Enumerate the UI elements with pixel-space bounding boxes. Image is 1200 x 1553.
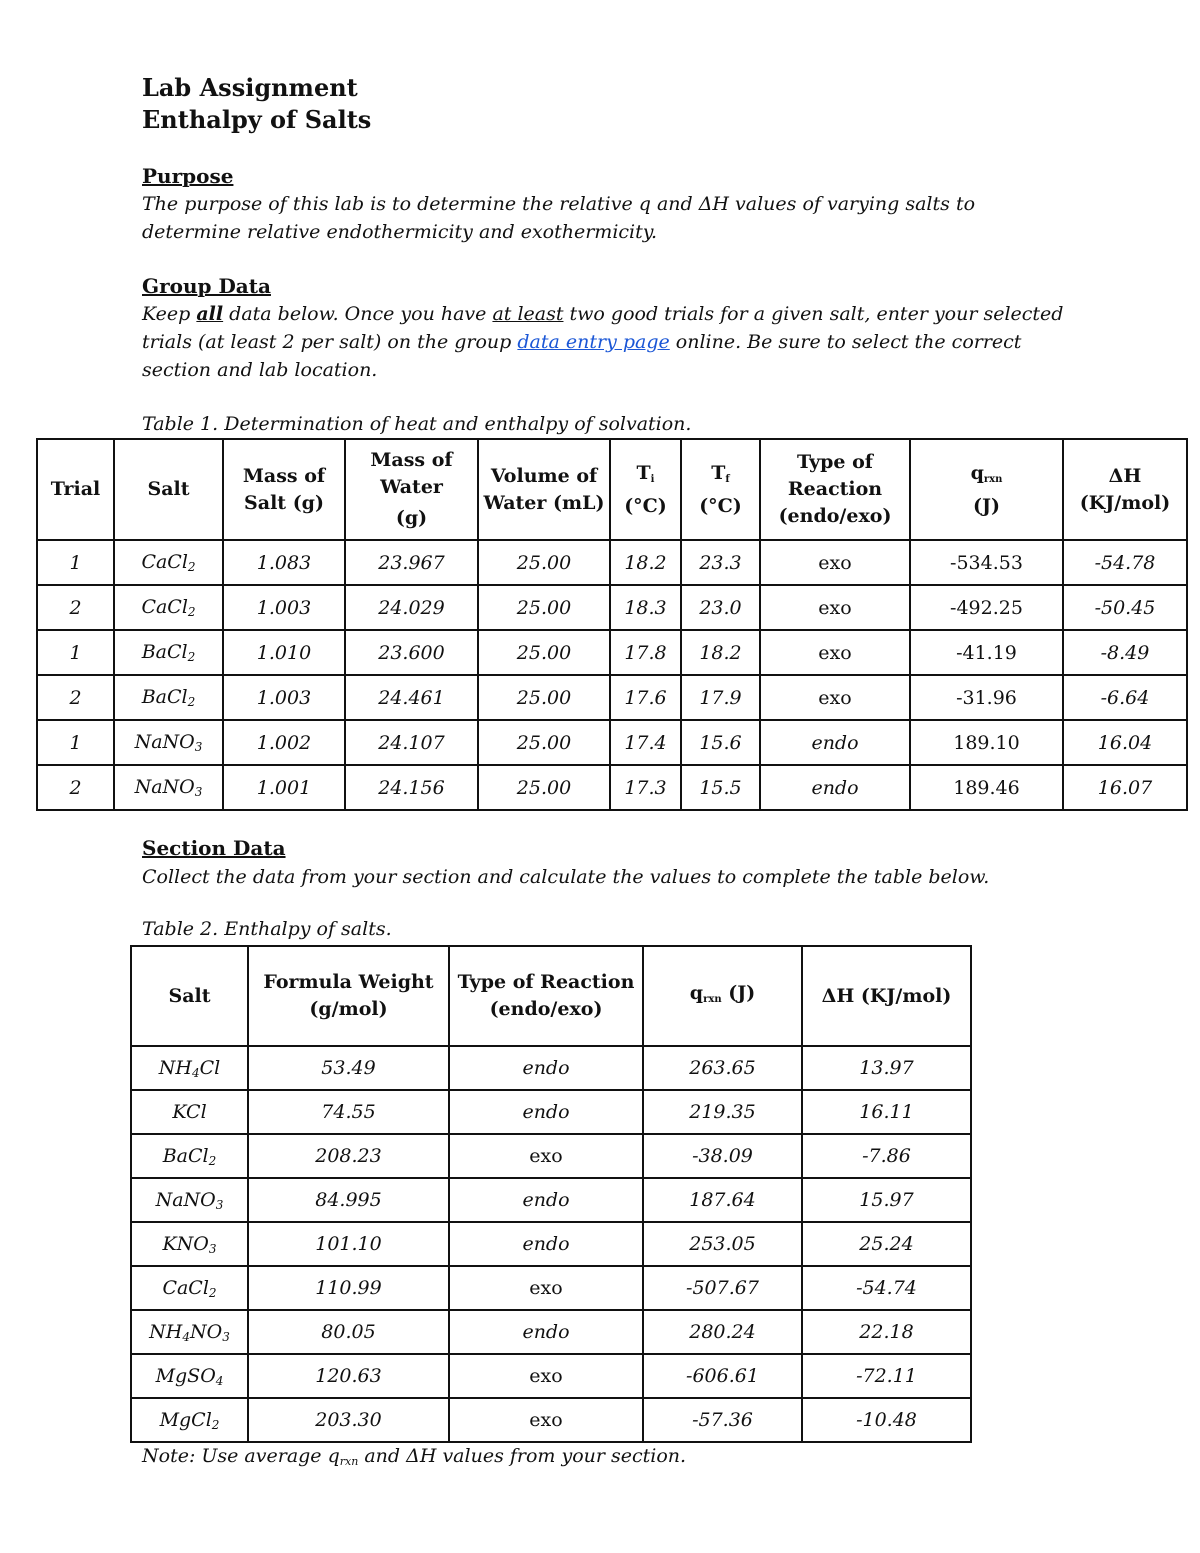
table2-row (131, 1398, 971, 1442)
t1-cell-salt (114, 765, 223, 810)
t1-header-mass-water-label: Mass of Water (370, 449, 453, 498)
t1-salt-formula: BaCl (141, 641, 188, 663)
table2-row (131, 1266, 971, 1310)
table1-row (37, 585, 1187, 630)
t2-cell-q: 263.65 (643, 1046, 802, 1090)
table1-row (37, 765, 1187, 810)
t2-cell-salt (131, 1398, 248, 1442)
t2-q-unit: (J) (721, 981, 756, 1004)
t1-cell-trial: 2 (37, 585, 114, 630)
t1-cell-type: exo (760, 675, 910, 720)
section-data-heading: Section Data (142, 836, 286, 860)
t2-header-dh: ΔH (KJ/mol) (802, 946, 971, 1046)
t2-cell-dh: -7.86 (802, 1134, 971, 1178)
t1-cell-ti: 17.4 (610, 720, 681, 765)
t1-q-sub: rxn (983, 473, 1003, 485)
table1-header-row (37, 439, 1187, 540)
t1-cell-trial: 2 (37, 765, 114, 810)
t1-cell-mass-water: 23.600 (345, 630, 478, 675)
t2-salt-part-a: BaCl (162, 1144, 209, 1167)
t2-salt-part-a: NaNO (155, 1188, 216, 1211)
t2-cell-fw: 101.10 (248, 1222, 449, 1266)
t1-cell-volume: 25.00 (478, 675, 610, 720)
t2-salt-part-b: Cl (199, 1056, 221, 1079)
t1-cell-ti: 18.3 (610, 585, 681, 630)
t2-salt-sub-1: 4 (182, 1329, 190, 1344)
table1 (36, 438, 1188, 811)
t2-salt-sub-1: 4 (215, 1373, 224, 1388)
t2-cell-type: endo (449, 1046, 643, 1090)
table2-row (131, 1354, 971, 1398)
t1-tf-unit: (°C) (699, 494, 742, 517)
t2-q-main: q (689, 981, 704, 1004)
t1-header-trial: Trial (37, 439, 114, 540)
t1-cell-tf: 18.2 (681, 630, 760, 675)
table2-row (131, 1134, 971, 1178)
t2-cell-salt (131, 1310, 248, 1354)
t1-cell-tf: 23.0 (681, 585, 760, 630)
t1-cell-mass-salt: 1.003 (223, 675, 345, 720)
t2-salt-part-a: MgSO (155, 1364, 216, 1387)
t1-cell-trial: 2 (37, 675, 114, 720)
t2-cell-fw: 80.05 (248, 1310, 449, 1354)
t1-cell-tf: 17.9 (681, 675, 760, 720)
t1-salt-subscript: 2 (187, 695, 196, 709)
t1-salt-subscript: 2 (187, 650, 196, 664)
t2-cell-dh: 15.97 (802, 1178, 971, 1222)
t2-cell-fw: 203.30 (248, 1398, 449, 1442)
t1-header-q (910, 439, 1063, 540)
t1-cell-q: -534.53 (910, 540, 1063, 585)
t1-cell-ti: 17.3 (610, 765, 681, 810)
t1-cell-tf: 15.5 (681, 765, 760, 810)
t1-cell-dh: -50.45 (1063, 585, 1187, 630)
t1-cell-salt (114, 675, 223, 720)
t2-header-q (643, 946, 802, 1046)
t2-header-fw: Formula Weight (g/mol) (248, 946, 449, 1046)
t1-cell-type: exo (760, 630, 910, 675)
t2-cell-q: 280.24 (643, 1310, 802, 1354)
t2-cell-fw: 120.63 (248, 1354, 449, 1398)
group-text-part4: online. Be sure to select the correct section and lab location. (142, 331, 1022, 381)
t1-salt-subscript: 2 (187, 605, 196, 619)
t2-cell-q: 187.64 (643, 1178, 802, 1222)
t2-cell-q: -606.61 (643, 1354, 802, 1398)
t1-salt-formula: NaNO (134, 731, 195, 753)
doc-title: Lab Assignment (142, 73, 358, 102)
t1-cell-type: endo (760, 765, 910, 810)
t2-salt-part-b: NO (190, 1320, 223, 1343)
table2-row (131, 1046, 971, 1090)
table1-row (37, 675, 1187, 720)
purpose-text: The purpose of this lab is to determine the relative q and ΔH values of varying salts to determine relative endothermicity and exothermicity. (142, 193, 976, 243)
t2-salt-part-a: NH (149, 1320, 183, 1343)
t2-cell-dh: 25.24 (802, 1222, 971, 1266)
t1-cell-volume: 25.00 (478, 630, 610, 675)
table1-row (37, 540, 1187, 585)
t1-cell-trial: 1 (37, 630, 114, 675)
t1-ti-sub: i (650, 473, 655, 485)
t1-header-tf (681, 439, 760, 540)
t1-cell-mass-salt: 1.002 (223, 720, 345, 765)
t1-cell-mass-salt: 1.083 (223, 540, 345, 585)
t2-cell-salt (131, 1134, 248, 1178)
doc-subtitle: Enthalpy of Salts (142, 105, 372, 134)
t2-cell-type: endo (449, 1310, 643, 1354)
t1-cell-tf: 15.6 (681, 720, 760, 765)
note-part2: and ΔH values from your section. (358, 1445, 687, 1467)
group-text-part3: two good trials for a given salt, enter your selected trials (at least 2 per salt) on the group (142, 303, 1064, 353)
t2-cell-dh: 22.18 (802, 1310, 971, 1354)
t2-header-type: Type of Reaction (endo/exo) (449, 946, 643, 1046)
t1-cell-mass-water: 24.461 (345, 675, 478, 720)
t2-cell-salt (131, 1354, 248, 1398)
t2-cell-fw: 53.49 (248, 1046, 449, 1090)
t1-q-main: q (970, 461, 984, 484)
group-text-part2: data below. Once you have (223, 303, 493, 325)
t1-cell-volume: 25.00 (478, 765, 610, 810)
t1-cell-salt (114, 630, 223, 675)
table2-caption: Table 2. Enthalpy of salts. (142, 918, 392, 940)
t2-cell-dh: -72.11 (802, 1354, 971, 1398)
table1-row (37, 630, 1187, 675)
t1-header-ti (610, 439, 681, 540)
t1-tf-main: T (711, 461, 726, 484)
t1-q-unit: (J) (973, 494, 1000, 517)
t1-salt-formula: NaNO (134, 776, 195, 798)
t2-cell-type: endo (449, 1090, 643, 1134)
t2-salt-sub-1: 3 (215, 1197, 224, 1212)
t2-cell-q: -57.36 (643, 1398, 802, 1442)
t2-cell-dh: 16.11 (802, 1090, 971, 1134)
t1-cell-type: endo (760, 720, 910, 765)
t2-header-salt: Salt (131, 946, 248, 1046)
note-sub: rxn (339, 1455, 359, 1468)
t1-cell-salt (114, 585, 223, 630)
t1-cell-tf: 23.3 (681, 540, 760, 585)
t2-salt-sub-1: 2 (208, 1285, 217, 1300)
t2-salt-part-a: KNO (162, 1232, 209, 1255)
t1-cell-q: -492.25 (910, 585, 1063, 630)
t2-cell-type: exo (449, 1134, 643, 1178)
data-entry-page-link[interactable]: data entry page (517, 331, 670, 353)
t1-salt-formula: BaCl (141, 686, 188, 708)
t1-cell-salt (114, 540, 223, 585)
t1-header-type: Type of Reaction (endo/exo) (760, 439, 910, 540)
t2-cell-salt (131, 1222, 248, 1266)
group-text-all: all (196, 303, 224, 325)
t1-cell-q: -31.96 (910, 675, 1063, 720)
t2-salt-sub-1: 4 (191, 1065, 200, 1080)
section-data-text: Collect the data from your section and calculate the values to complete the table below. (142, 866, 990, 888)
t1-header-volume: Volume of Water (mL) (478, 439, 610, 540)
t2-cell-q: 219.35 (643, 1090, 802, 1134)
t2-salt-sub-2: 3 (222, 1329, 230, 1344)
t2-cell-type: exo (449, 1398, 643, 1442)
t2-cell-salt (131, 1046, 248, 1090)
t2-salt-part-a: NH (158, 1056, 192, 1079)
t1-header-mass-water (345, 439, 478, 540)
t1-cell-trial: 1 (37, 720, 114, 765)
t1-salt-formula: CaCl (141, 596, 188, 618)
t2-cell-dh: -10.48 (802, 1398, 971, 1442)
t1-cell-trial: 1 (37, 540, 114, 585)
t2-salt-part-a: KCl (172, 1101, 207, 1123)
group-data-text (142, 300, 1072, 384)
t2-cell-q: 253.05 (643, 1222, 802, 1266)
t2-cell-q: -507.67 (643, 1266, 802, 1310)
t1-salt-subscript: 2 (187, 560, 196, 574)
t1-tf-sub: f (725, 473, 730, 485)
t2-salt-sub-1: 2 (211, 1417, 220, 1432)
t2-cell-fw: 110.99 (248, 1266, 449, 1310)
t1-cell-mass-water: 24.107 (345, 720, 478, 765)
t1-salt-subscript: 3 (194, 740, 203, 754)
t1-cell-dh: -8.49 (1063, 630, 1187, 675)
t2-salt-sub-1: 3 (208, 1241, 217, 1256)
t2-cell-fw: 208.23 (248, 1134, 449, 1178)
t1-cell-volume: 25.00 (478, 540, 610, 585)
table2-row (131, 1090, 971, 1134)
t2-cell-type: endo (449, 1178, 643, 1222)
t2-cell-dh: -54.74 (802, 1266, 971, 1310)
t1-header-mass-salt: Mass of Salt (g) (223, 439, 345, 540)
table1-body (37, 540, 1187, 810)
table2-row (131, 1222, 971, 1266)
t2-cell-salt (131, 1266, 248, 1310)
t1-cell-q: -41.19 (910, 630, 1063, 675)
table2-note (142, 1445, 686, 1468)
t2-cell-salt (131, 1178, 248, 1222)
t1-cell-salt (114, 720, 223, 765)
t1-cell-mass-water: 24.156 (345, 765, 478, 810)
t1-header-dh: ΔH (KJ/mol) (1063, 439, 1187, 540)
t1-cell-q: 189.10 (910, 720, 1063, 765)
table1-caption: Table 1. Determination of heat and enthalpy of solvation. (142, 413, 692, 435)
t1-header-salt: Salt (114, 439, 223, 540)
table1-row (37, 720, 1187, 765)
purpose-heading: Purpose (142, 164, 234, 188)
t1-cell-ti: 17.8 (610, 630, 681, 675)
t2-salt-part-a: MgCl (159, 1408, 212, 1431)
t1-salt-subscript: 3 (194, 785, 203, 799)
t1-cell-ti: 17.6 (610, 675, 681, 720)
t1-cell-mass-salt: 1.003 (223, 585, 345, 630)
t2-cell-type: exo (449, 1354, 643, 1398)
t1-cell-q: 189.46 (910, 765, 1063, 810)
t1-cell-type: exo (760, 540, 910, 585)
t1-cell-volume: 25.00 (478, 720, 610, 765)
t2-cell-type: endo (449, 1222, 643, 1266)
t1-cell-dh: 16.07 (1063, 765, 1187, 810)
t2-cell-type: exo (449, 1266, 643, 1310)
t1-ti-unit: (°C) (624, 494, 667, 517)
t2-q-sub: rxn (703, 993, 722, 1005)
t2-salt-part-a: CaCl (162, 1276, 209, 1299)
t1-ti-main: T (636, 461, 651, 484)
t2-cell-salt (131, 1090, 248, 1134)
group-text-part1: Keep (142, 303, 197, 325)
group-text-atleast: at least (492, 303, 564, 325)
t1-cell-mass-salt: 1.001 (223, 765, 345, 810)
t2-cell-dh: 13.97 (802, 1046, 971, 1090)
t1-cell-ti: 18.2 (610, 540, 681, 585)
t1-cell-dh: -54.78 (1063, 540, 1187, 585)
group-data-heading: Group Data (142, 274, 271, 298)
table2-header-row (131, 946, 971, 1046)
table2 (130, 945, 972, 1443)
t1-header-mass-water-unit: (g) (395, 507, 428, 529)
note-part1: Note: Use average q (142, 1445, 340, 1467)
t2-cell-fw: 74.55 (248, 1090, 449, 1134)
t1-cell-mass-water: 24.029 (345, 585, 478, 630)
t1-salt-formula: CaCl (141, 551, 188, 573)
t1-cell-dh: 16.04 (1063, 720, 1187, 765)
t1-cell-type: exo (760, 585, 910, 630)
t1-cell-mass-salt: 1.010 (223, 630, 345, 675)
table2-body (131, 1046, 971, 1442)
table2-row (131, 1310, 971, 1354)
t2-cell-fw: 84.995 (248, 1178, 449, 1222)
t1-cell-volume: 25.00 (478, 585, 610, 630)
t2-cell-q: -38.09 (643, 1134, 802, 1178)
t2-salt-sub-1: 2 (208, 1153, 217, 1168)
t1-cell-dh: -6.64 (1063, 675, 1187, 720)
table2-row (131, 1178, 971, 1222)
t1-cell-mass-water: 23.967 (345, 540, 478, 585)
